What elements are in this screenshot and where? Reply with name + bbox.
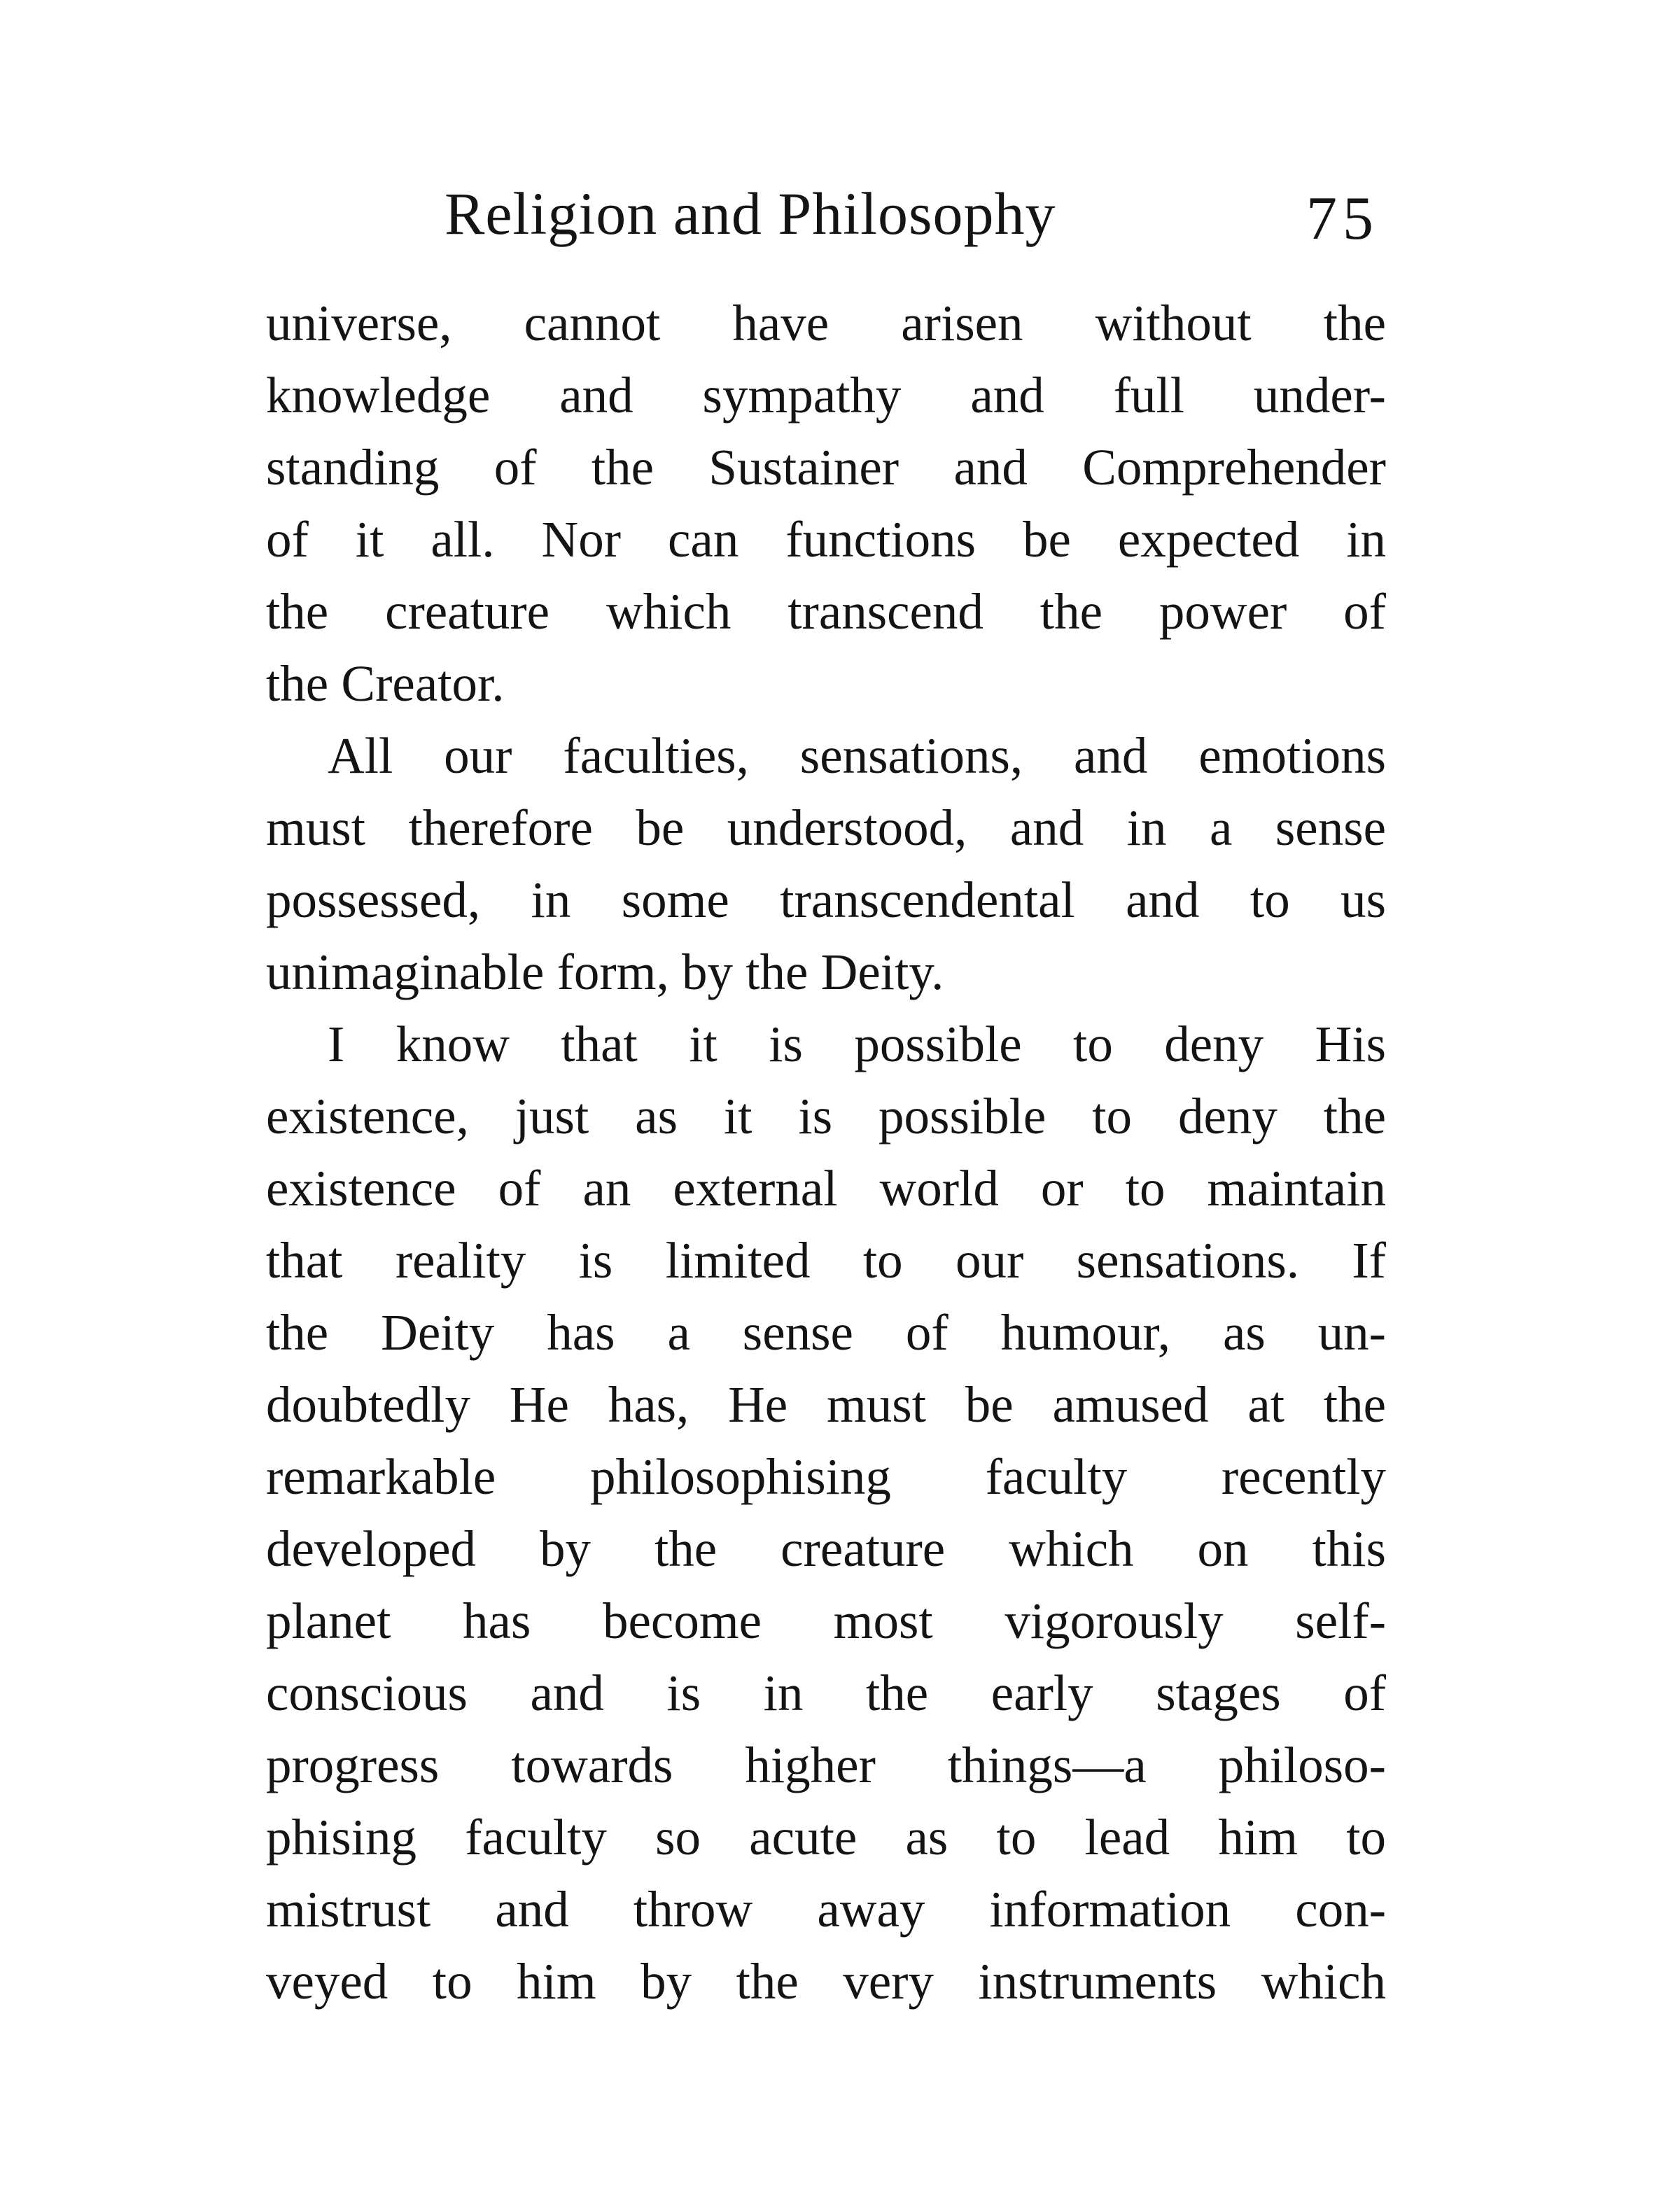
text-line: All our faculties, sensations, and emotions bbox=[328, 727, 1386, 784]
text-line: existence, just as it is possible to deny the bbox=[266, 1088, 1386, 1144]
text-line: progress towards higher things—a philoso- bbox=[266, 1737, 1386, 1793]
text-line: universe, cannot have arisen without the bbox=[266, 295, 1386, 351]
text-line: existence of an external world or to maintain bbox=[266, 1160, 1386, 1217]
text-line: the creature which transcend the power of bbox=[266, 583, 1386, 640]
text-line: developed by the creature which on this bbox=[266, 1520, 1386, 1577]
text-line: I know that it is possible to deny His bbox=[328, 1016, 1386, 1072]
text-line: conscious and is in the early stages of bbox=[266, 1665, 1386, 1721]
text-line: phising faculty so acute as to lead him to bbox=[266, 1809, 1386, 1865]
text-line: standing of the Sustainer and Comprehender bbox=[266, 439, 1386, 496]
paragraph bbox=[266, 720, 1386, 1008]
text-line: veyed to him by the very instruments which bbox=[266, 1953, 1386, 2010]
text-line: planet has become most vigorously self- bbox=[266, 1592, 1386, 1649]
page-number: 75 bbox=[1306, 185, 1379, 253]
paragraph bbox=[266, 287, 1386, 720]
text-line: remarkable philosophising faculty recently bbox=[266, 1448, 1386, 1505]
text-line: must therefore be understood, and in a sense bbox=[266, 799, 1386, 856]
text-line: knowledge and sympathy and full under- bbox=[266, 367, 1386, 424]
running-head bbox=[266, 168, 1386, 259]
text-line: possessed, in some transcendental and to us bbox=[266, 872, 1386, 928]
text-line: doubtedly He has, He must be amused at the bbox=[266, 1376, 1386, 1433]
running-title: Religion and Philosophy bbox=[444, 180, 1056, 247]
paragraph bbox=[266, 1008, 1386, 2017]
text-line: the Creator. bbox=[266, 655, 505, 712]
text-line: the Deity has a sense of humour, as un- bbox=[266, 1304, 1386, 1361]
text-line: that reality is limited to our sensations. If bbox=[266, 1232, 1386, 1289]
text-line: unimaginable form, by the Deity. bbox=[266, 944, 944, 1000]
text-line: mistrust and throw away information con- bbox=[266, 1881, 1386, 1938]
text-line: of it all. Nor can functions be expected in bbox=[266, 511, 1386, 568]
text-body bbox=[266, 287, 1386, 2017]
